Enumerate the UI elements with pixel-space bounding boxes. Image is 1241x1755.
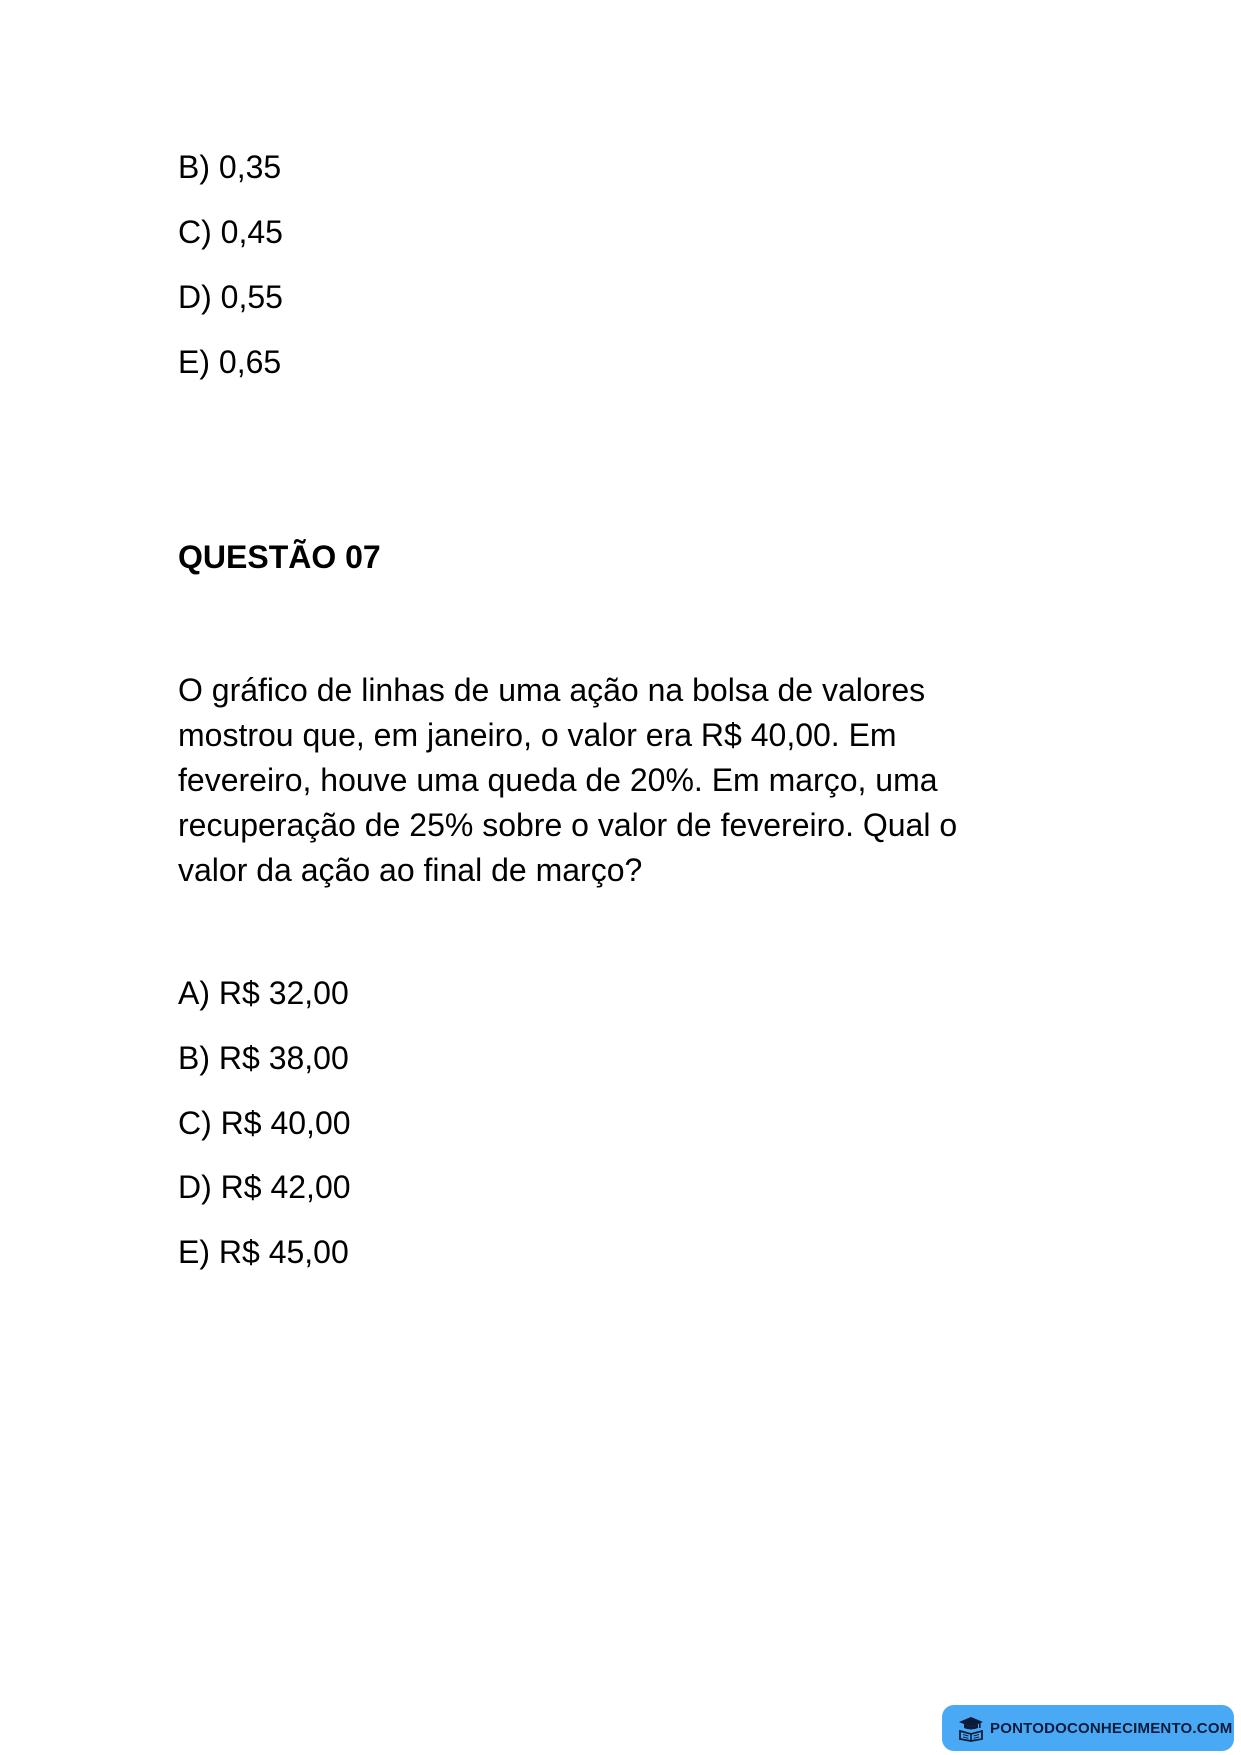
brand-name: PONTODOCONHECIMENTO.COM [990, 1719, 1233, 1737]
option-b-previous: B) 0,35 [178, 149, 282, 185]
question-text-line: recuperação de 25% sobre o valor de fevereiro. Qual o [178, 807, 958, 843]
option-d-previous: D) 0,55 [178, 279, 283, 315]
option-e: E) R$ 45,00 [178, 1234, 349, 1270]
question-text [178, 668, 1038, 893]
question-text-line: O gráfico de linhas de uma ação na bolsa de valores [178, 672, 926, 708]
brand-badge[interactable] [942, 1705, 1234, 1751]
option-e-previous: E) 0,65 [178, 344, 282, 380]
question-text-line: mostrou que, em janeiro, o valor era R$ 40,00. Em [178, 717, 897, 753]
option-c-previous: C) 0,45 [178, 214, 283, 250]
question-heading: QUESTÃO 07 [178, 539, 381, 575]
option-b: B) R$ 38,00 [178, 1040, 349, 1076]
option-c: C) R$ 40,00 [178, 1105, 351, 1141]
question-text-line: fevereiro, houve uma queda de 20%. Em março, uma [178, 762, 938, 798]
graduation-book-icon [956, 1713, 986, 1743]
question-text-line: valor da ação ao final de março? [178, 852, 643, 888]
option-d: D) R$ 42,00 [178, 1169, 351, 1205]
option-a: A) R$ 32,00 [178, 975, 349, 1011]
